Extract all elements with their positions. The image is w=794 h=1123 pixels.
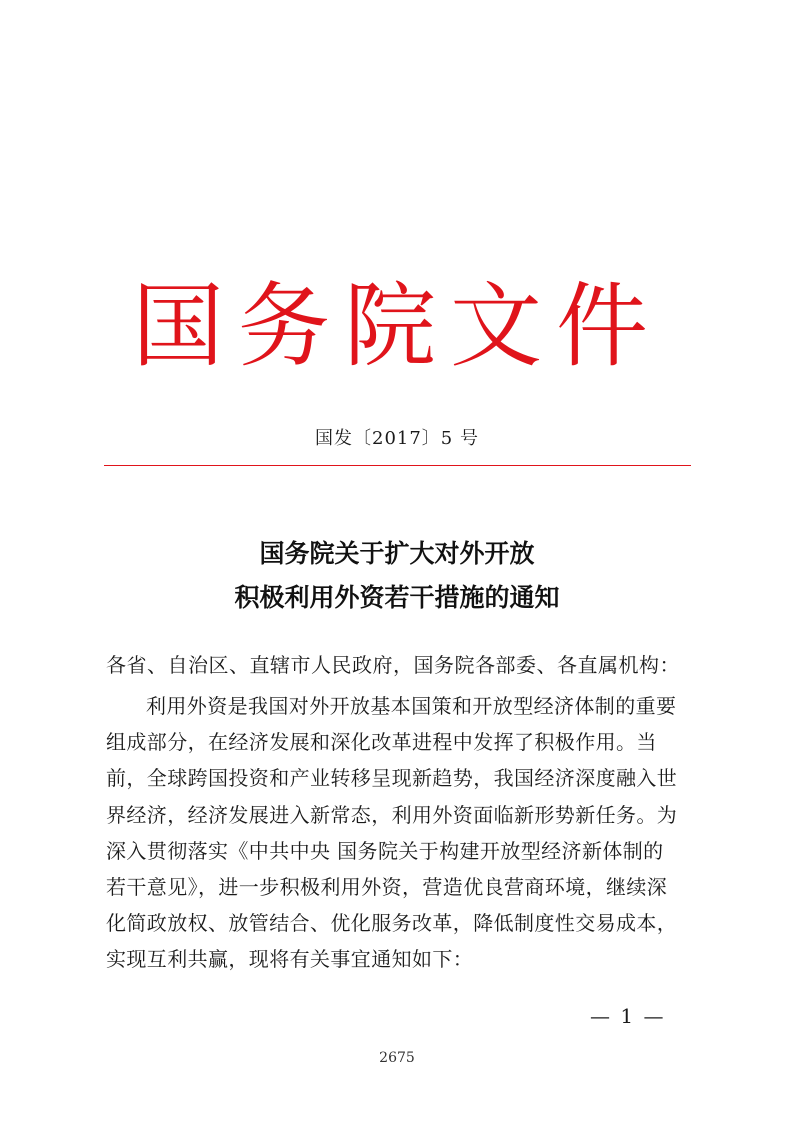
- red-divider-line: [104, 465, 691, 466]
- body-line: 化简政放权、放管结合、优化服务改革，降低制度性交易成本，: [106, 911, 678, 936]
- document-header-title: 国务院文件: [131, 273, 662, 380]
- body-line: 深入贯彻落实《中共中央 国务院关于构建开放型经济新体制的: [106, 838, 664, 863]
- page-number-marker: — 1 —: [590, 1004, 666, 1028]
- document-number: 国发〔2017〕5 号: [315, 428, 479, 449]
- body-paragraph: [106, 688, 696, 978]
- body-line: 组成部分，在经济发展和深化改革进程中发挥了积极作用。当: [106, 730, 657, 755]
- notice-title-line-2: 积极利用外资若干措施的通知: [234, 583, 560, 612]
- body-line: 界经济，经济发展进入新常态，利用外资面临新形势新任务。为: [106, 802, 678, 827]
- body-line: 前，全球跨国投资和产业转移呈现新趋势，我国经济深度融入世: [106, 766, 678, 791]
- notice-title: [0, 532, 794, 620]
- body-line: 利用外资是我国对外开放基本国策和开放型经济体制的重要: [146, 694, 677, 718]
- body-line: 若干意见》，进一步积极利用外资，营造优良营商环境，继续深: [106, 874, 668, 899]
- addressee-line: 各省、自治区、直辖市人民政府，国务院各部委、各直属机构：: [106, 653, 680, 677]
- scan-page-number: 2675: [379, 1050, 415, 1066]
- body-line: 实现互利共赢，现将有关事宜通知如下：: [106, 947, 474, 972]
- notice-title-line-1: 国务院关于扩大对外开放: [259, 539, 535, 568]
